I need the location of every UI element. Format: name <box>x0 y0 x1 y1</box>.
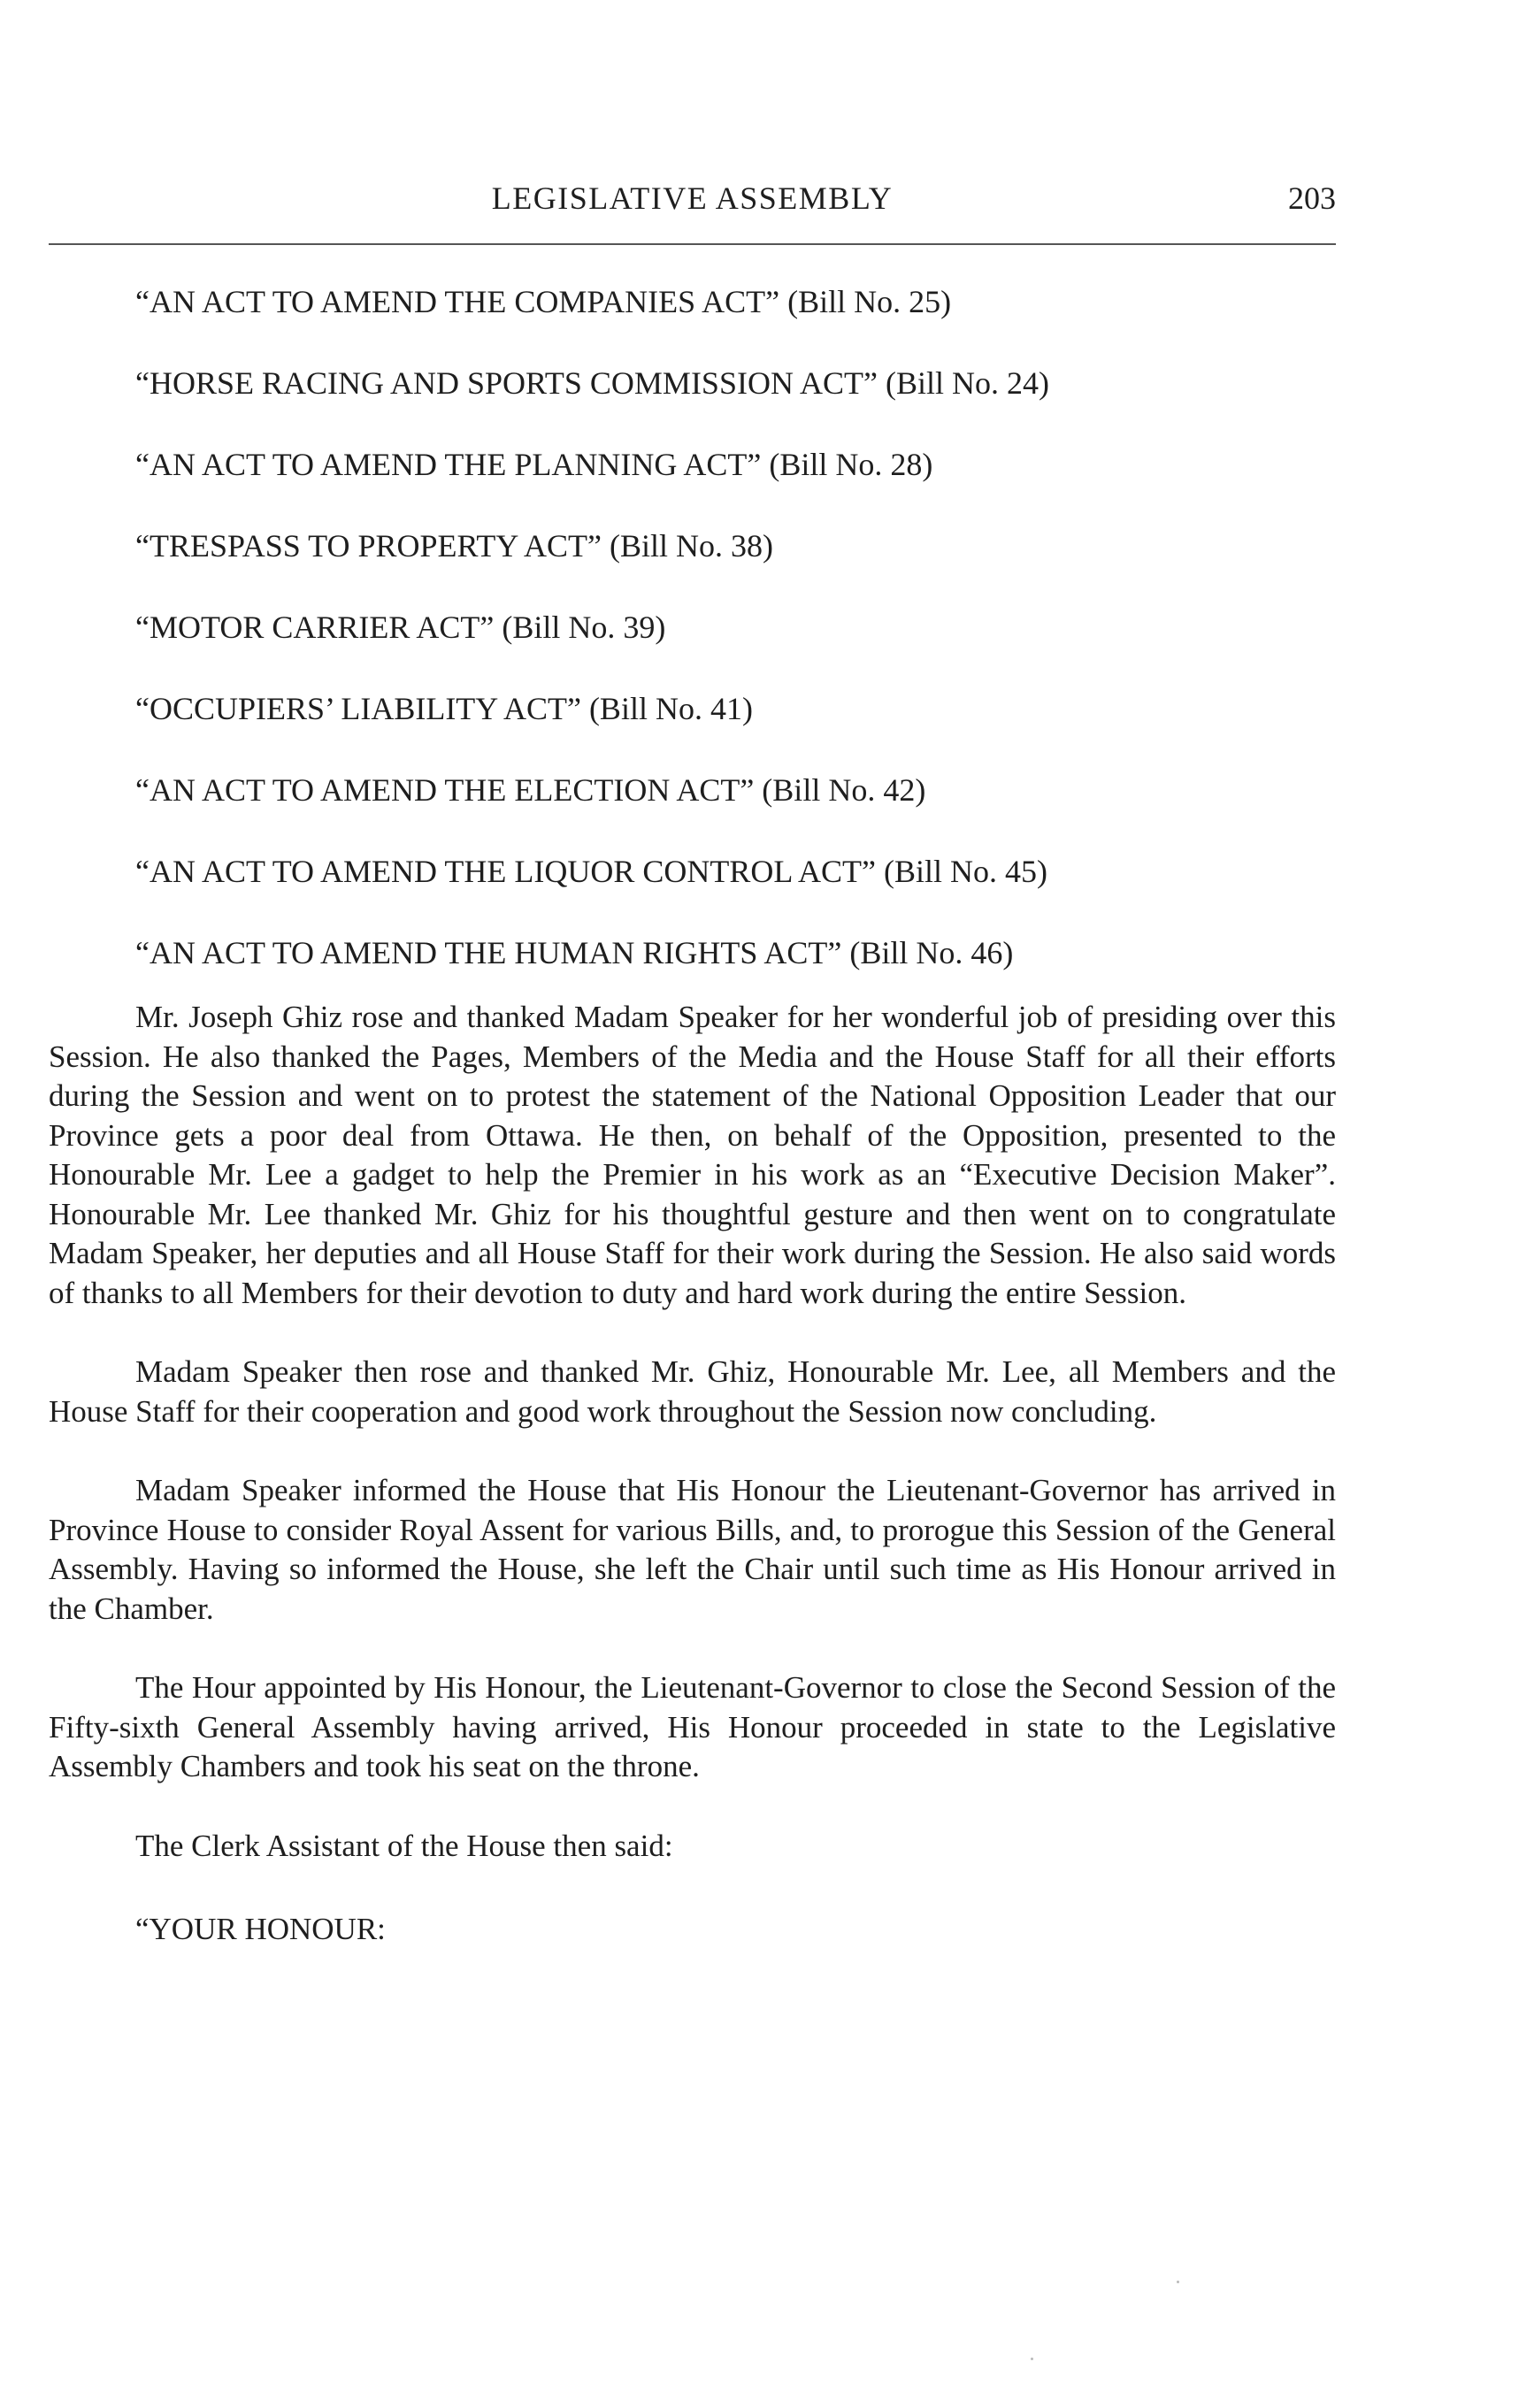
running-head <box>49 173 1336 226</box>
bill-item: “HORSE RACING AND SPORTS COMMISSION ACT” (Bill No. 24) <box>135 365 1049 401</box>
header-rule <box>49 243 1336 245</box>
bill-item: “AN ACT TO AMEND THE ELECTION ACT” (Bill No. 42) <box>135 772 926 808</box>
bill-item: “OCCUPIERS’ LIABILITY ACT” (Bill No. 41) <box>135 691 753 726</box>
address-line: “YOUR HONOUR: <box>135 1912 386 1946</box>
bill-item: “AN ACT TO AMEND THE PLANNING ACT” (Bill No. 28) <box>135 447 933 482</box>
scan-speck <box>1031 2358 1033 2360</box>
bill-item: “AN ACT TO AMEND THE HUMAN RIGHTS ACT” (Bill No. 46) <box>135 935 1014 970</box>
bill-item: “MOTOR CARRIER ACT” (Bill No. 39) <box>135 610 666 645</box>
paragraph-session-close: The Hour appointed by His Honour, the Lieutenant-Governor to close the Second Session of the Fifty-sixth General Assembly having arrived, His Honour proceeded in state to the Legislative Assembly Chambers and took his seat on the throne. <box>49 1670 1336 1783</box>
page-number: 203 <box>1288 180 1336 216</box>
paragraph-clerk-assistant: The Clerk Assistant of the House then said: <box>135 1828 673 1863</box>
page-header-title: LEGISLATIVE ASSEMBLY <box>491 180 894 216</box>
paragraph-speaker-thanks: Madam Speaker then rose and thanked Mr. Ghiz, Honourable Mr. Lee, all Members and the House Staff for their cooperation and good work throughout the Session now concluding. <box>49 1354 1336 1429</box>
scan-speck <box>1177 2281 1179 2283</box>
bill-item: “AN ACT TO AMEND THE LIQUOR CONTROL ACT” (Bill No. 45) <box>135 854 1047 889</box>
bill-item: “AN ACT TO AMEND THE COMPANIES ACT” (Bill No. 25) <box>135 284 952 319</box>
paragraph-ghiz-thanks: Mr. Joseph Ghiz rose and thanked Madam Speaker for her wonderful job of presiding over this Session. He also thanked the Pages, Members of the Media and the House Staff for all their efforts during the Session and went on to protest the statement of the National Opposition Leader that our Province gets a poor deal from Ottawa. He then, on behalf of the Opposition, presented to the Honourable Mr. Lee a gadget to help the Premier in his work as an “Executive Decision Maker”. Honourable Mr. Lee thanked Mr. Ghiz for his thoughtful gesture and then went on to congratulate Madam Speaker, her deputies and all House Staff for their work during the Session. He also said words of thanks to all Members for their devotion to duty and hard work during the entire Session. <box>49 1000 1336 1310</box>
bill-list <box>135 281 1336 1014</box>
bill-item: “TRESPASS TO PROPERTY ACT” (Bill No. 38) <box>135 528 773 564</box>
body-text <box>49 998 1336 1950</box>
paragraph-lieutenant-governor-arrival: Madam Speaker informed the House that His Honour the Lieutenant-Governor has arrived in Province House to consider Royal Assent for various Bills, and, to prorogue this Session of the General Assembly. Having so informed the House, she left the Chair until such time as His Honour arrived in the Chamber. <box>49 1473 1336 1626</box>
